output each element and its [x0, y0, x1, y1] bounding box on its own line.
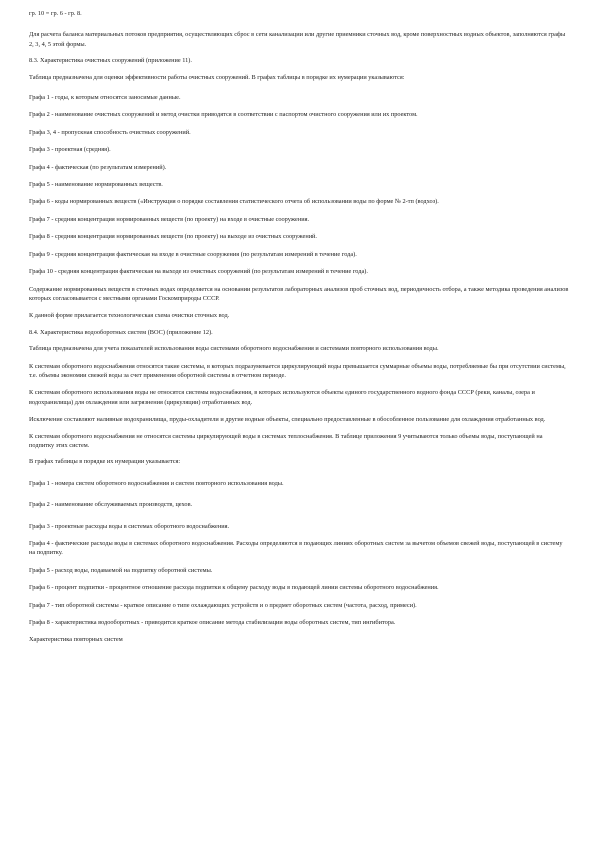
paragraph: В графах таблицы в порядке их нумерации указывается:	[29, 458, 181, 466]
paragraph: гр. 10 = гр. 6 - гр. 8.	[29, 10, 82, 17]
paragraph: Графа 5 - наименование нормированных веществ.	[29, 181, 163, 189]
paragraph: Таблица предназначена для оценки эффективности работы очистных сооружений. В графах таблицы в порядке их нумерации указываются:	[29, 73, 405, 81]
paragraph: К данной форме прилагается технологическая схема очистки сточных вод.	[29, 312, 230, 320]
paragraph: Графа 3 - проектная (средняя).	[29, 146, 111, 154]
paragraph: К системам оборотного использования воды не относятся системы водоснабжения, в которых используются объекты единого государственного водного фонда СССР (реки, каналы, озера и водохранилища) для охлаждения или загрязнения (циркуляции) отработанных вод.	[29, 389, 535, 406]
paragraph: К системам оборотного водоснабжения не относятся системы циркулирующей воды в системах теплоснабжения. В таблице приложения 9 учитываются только объемы воды, поступающей на подпитку этих систем.	[29, 432, 543, 449]
paragraph: К системам оборотного водоснабжения относятся такие системы, в которых подразумевается циркулирующий воды превышается суммарные объемы воды, потребляемые бы при отсутствии системы, т.е. объемы экономии свежей воды за счет применения оборотной системы в отчетном периоде.	[29, 362, 566, 379]
paragraph: Для расчета баланса материальных потоков предприятия, осуществляющих сброс в сети канализации или другие приемники сточных вод, кроме поверхностных водных объектов, заполняются графы 2, 3, 4, 5 этой формы.	[29, 31, 566, 48]
paragraph: Графа 3, 4 - пропускная способность очистных сооружений.	[29, 128, 191, 136]
paragraph: Графа 2 - наименование очистных сооружений и метод очистки приводятся в соответствии с паспортом очистного сооружения или их проектом.	[29, 111, 418, 119]
paragraph: Графа 4 - фактическая (по результатам измерений).	[29, 163, 167, 171]
paragraph: Графа 1 - номера систем оборотного водоснабжения и систем повторного использования воды.	[29, 479, 284, 487]
paragraph: Графа 5 - расход воды, подаваемой на подпитку оборотной системы.	[29, 566, 213, 574]
paragraph: Графа 8 - характеристика водооборотных - приводится краткое описание метода стабилизации воды оборотных систем, тип ингибитора.	[29, 619, 396, 627]
paragraph: Графа 7 - тип оборотной системы - краткое описание о типе охлаждающих устройств и о предмет оборотных систем (частота, расход, примеси).	[29, 601, 417, 609]
paragraph: Графа 7 - средняя концентрация нормированных веществ (по проекту) на входе в очистные сооружения.	[29, 215, 310, 223]
paragraph: Графа 3 - проектные расходы воды в системах оборотного водоснабжения.	[29, 522, 230, 530]
paragraph: Графа 10 - средняя концентрация фактическая на выходе из очистных сооружений (по результатам измерений в течение года).	[29, 268, 368, 276]
paragraph: Содержание нормированных веществ в сточных водах определяется на основании результатов лабораторных анализов проб сточных вод, периодичность отбора, а также методика проведения анализов которых согласовывается с местными органами Госкомприроды СССР.	[29, 285, 569, 302]
paragraph: Таблица предназначена для учета показателей использования воды системами оборотного водоснабжения и системами повторного использования воды.	[29, 345, 439, 353]
paragraph: Графа 8 - средняя концентрация нормированных веществ (по проекту) на выходе из очистных сооружений.	[29, 233, 318, 241]
paragraph: Графа 6 - коды нормированных веществ («Инструкция о порядке составления статистического отчета об использовании воды по форме № 2-тп (водхоз).	[29, 198, 439, 206]
paragraph: Графа 1 - годы, к которым относятся заносимые данные.	[29, 94, 181, 102]
document-page	[29, 9, 569, 645]
section-heading: 8.4. Характеристика водооборотных систем (ВОС) (приложение 12).	[29, 328, 213, 336]
paragraph: Графа 6 - процент подпитки - процентное отношение расхода подпитки к общему расходу воды в подающей линии системы оборотного водоснабжения.	[29, 584, 439, 592]
paragraph: Исключение составляют наливные водохранилища, пруды-охладители и другие водные объекты, специально предоставленные в обособленное пользование для охлаждения отработанных вод.	[29, 416, 546, 424]
paragraph: Графа 2 - наименование обслуживаемых производств, цехов.	[29, 501, 193, 509]
section-heading: 8.3. Характеристика очистных сооружений (приложение 11).	[29, 57, 192, 65]
paragraph: Характеристика повторных систем	[29, 636, 123, 644]
paragraph: Графа 9 - средняя концентрация фактическая на входе в очистные сооружения (по результатам измерений в течение года).	[29, 250, 357, 258]
paragraph: Графа 4 - фактические расходы воды в системах оборотного водоснабжения. Расходы определяются в подающих линиях оборотных систем за вычетом объемов свежей воды, поступающей в систему на подпитку.	[29, 540, 563, 557]
